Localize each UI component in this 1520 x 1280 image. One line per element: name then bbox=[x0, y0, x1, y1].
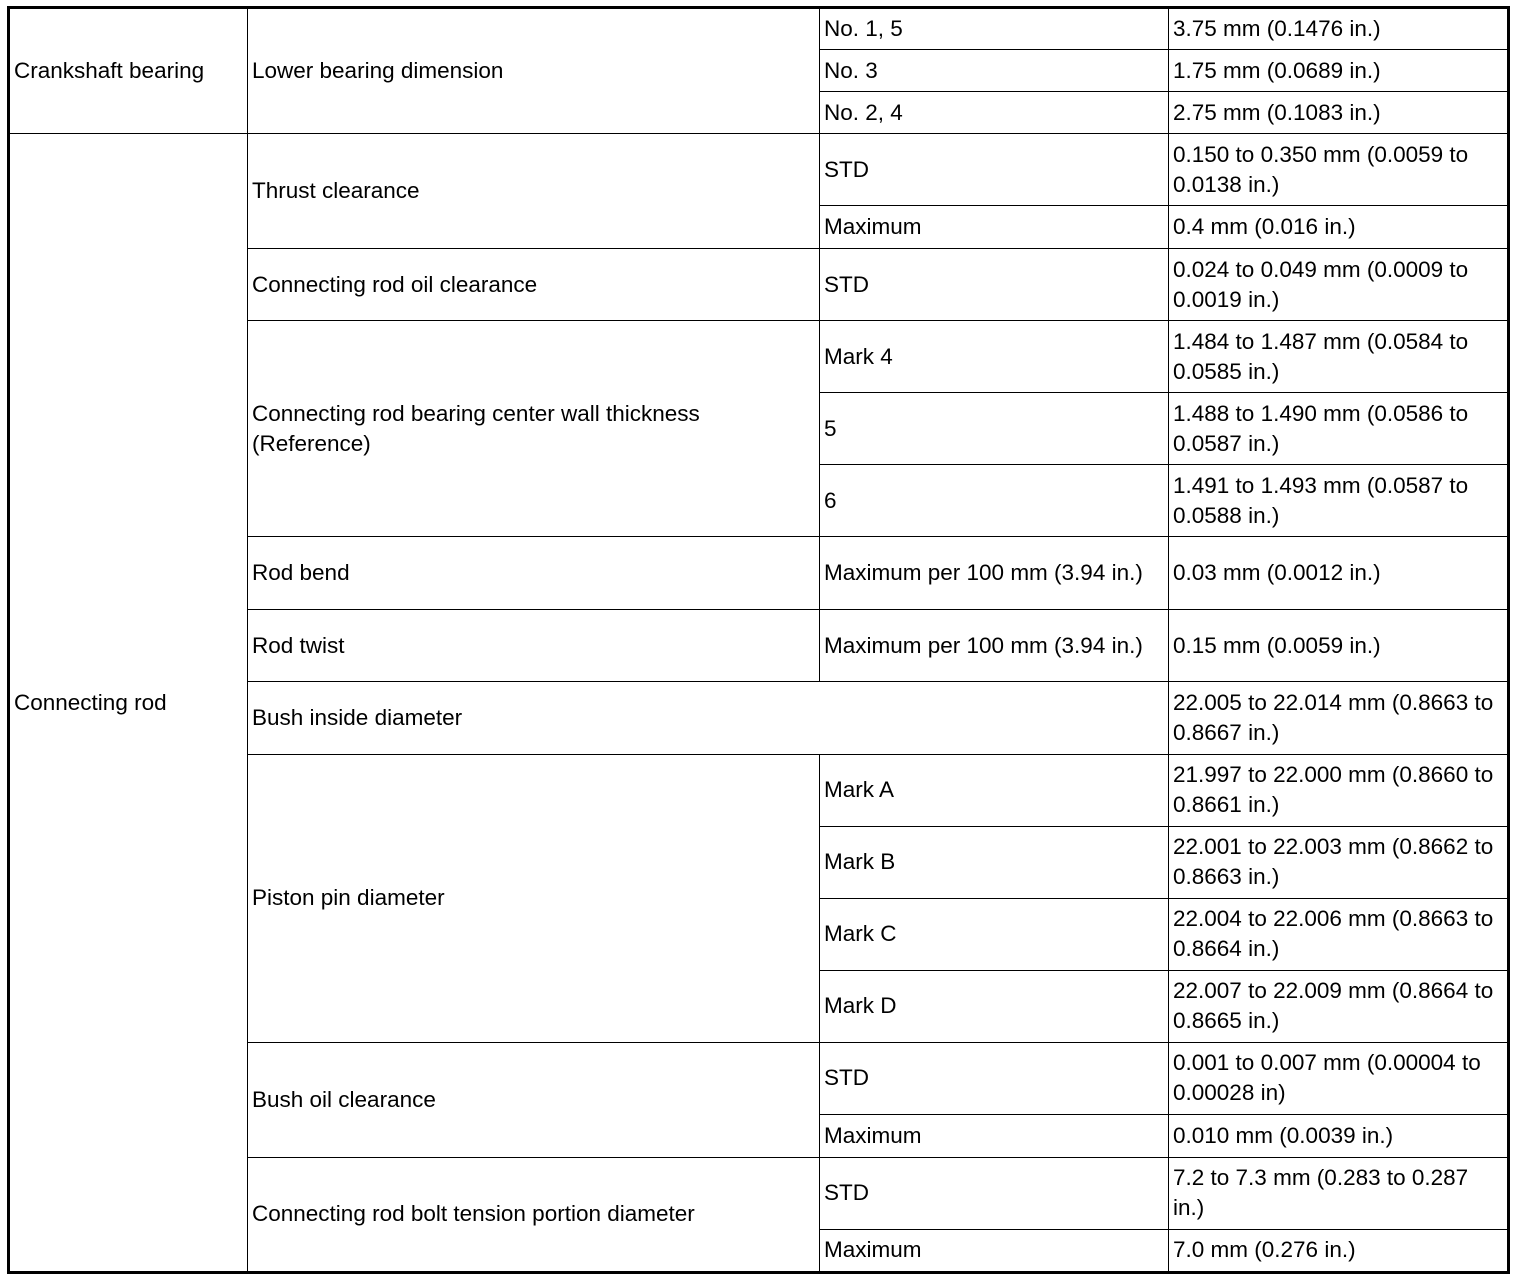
value-cell: 0.03 mm (0.0012 in.) bbox=[1169, 537, 1509, 610]
item-cell: Connecting rod bearing center wall thickness (Reference) bbox=[248, 321, 820, 537]
item-cell: Piston pin diameter bbox=[248, 754, 820, 1042]
value-cell: 22.007 to 22.009 mm (0.8664 to 0.8665 in.) bbox=[1169, 970, 1509, 1042]
value-cell: 7.0 mm (0.276 in.) bbox=[1169, 1229, 1509, 1272]
value-cell: 1.484 to 1.487 mm (0.0584 to 0.0585 in.) bbox=[1169, 321, 1509, 393]
condition-cell: 6 bbox=[820, 465, 1169, 537]
condition-cell: Mark 4 bbox=[820, 321, 1169, 393]
condition-cell: Maximum bbox=[820, 206, 1169, 249]
condition-cell: STD bbox=[820, 134, 1169, 206]
value-cell: 0.4 mm (0.016 in.) bbox=[1169, 206, 1509, 249]
condition-cell: Maximum bbox=[820, 1229, 1169, 1272]
value-cell: 7.2 to 7.3 mm (0.283 to 0.287 in.) bbox=[1169, 1157, 1509, 1229]
value-cell: 22.005 to 22.014 mm (0.8663 to 0.8667 in.) bbox=[1169, 682, 1509, 754]
value-cell: 1.75 mm (0.0689 in.) bbox=[1169, 50, 1509, 92]
table-row bbox=[9, 8, 1509, 50]
condition-cell: Mark B bbox=[820, 826, 1169, 898]
condition-cell: Maximum per 100 mm (3.94 in.) bbox=[820, 537, 1169, 610]
table-row bbox=[9, 134, 1509, 206]
value-cell: 0.150 to 0.350 mm (0.0059 to 0.0138 in.) bbox=[1169, 134, 1509, 206]
value-cell: 0.010 mm (0.0039 in.) bbox=[1169, 1114, 1509, 1157]
item-cell: Connecting rod bolt tension portion diameter bbox=[248, 1157, 820, 1272]
value-cell: 0.024 to 0.049 mm (0.0009 to 0.0019 in.) bbox=[1169, 249, 1509, 321]
condition-cell: STD bbox=[820, 249, 1169, 321]
condition-cell: Mark A bbox=[820, 754, 1169, 826]
item-cell: Thrust clearance bbox=[248, 134, 820, 249]
condition-cell: Mark C bbox=[820, 898, 1169, 970]
item-cell: Bush inside diameter bbox=[248, 682, 1169, 754]
condition-cell: No. 3 bbox=[820, 50, 1169, 92]
item-cell: Bush oil clearance bbox=[248, 1042, 820, 1157]
item-cell: Rod twist bbox=[248, 610, 820, 682]
category-cell: Crankshaft bearing bbox=[9, 8, 248, 134]
condition-cell: No. 1, 5 bbox=[820, 8, 1169, 50]
condition-cell: No. 2, 4 bbox=[820, 92, 1169, 134]
value-cell: 0.001 to 0.007 mm (0.00004 to 0.00028 in) bbox=[1169, 1042, 1509, 1114]
item-cell: Lower bearing dimension bbox=[248, 8, 820, 134]
value-cell: 21.997 to 22.000 mm (0.8660 to 0.8661 in.) bbox=[1169, 754, 1509, 826]
condition-cell: 5 bbox=[820, 393, 1169, 465]
category-cell: Connecting rod bbox=[9, 134, 248, 1273]
item-cell: Rod bend bbox=[248, 537, 820, 610]
condition-cell: Maximum bbox=[820, 1114, 1169, 1157]
value-cell: 1.488 to 1.490 mm (0.0586 to 0.0587 in.) bbox=[1169, 393, 1509, 465]
value-cell: 0.15 mm (0.0059 in.) bbox=[1169, 610, 1509, 682]
spec-table bbox=[7, 6, 1510, 1274]
condition-cell: Maximum per 100 mm (3.94 in.) bbox=[820, 610, 1169, 682]
value-cell: 2.75 mm (0.1083 in.) bbox=[1169, 92, 1509, 134]
value-cell: 1.491 to 1.493 mm (0.0587 to 0.0588 in.) bbox=[1169, 465, 1509, 537]
value-cell: 22.004 to 22.006 mm (0.8663 to 0.8664 in.) bbox=[1169, 898, 1509, 970]
value-cell: 3.75 mm (0.1476 in.) bbox=[1169, 8, 1509, 50]
condition-cell: Mark D bbox=[820, 970, 1169, 1042]
condition-cell: STD bbox=[820, 1157, 1169, 1229]
item-cell: Connecting rod oil clearance bbox=[248, 249, 820, 321]
value-cell: 22.001 to 22.003 mm (0.8662 to 0.8663 in.) bbox=[1169, 826, 1509, 898]
condition-cell: STD bbox=[820, 1042, 1169, 1114]
